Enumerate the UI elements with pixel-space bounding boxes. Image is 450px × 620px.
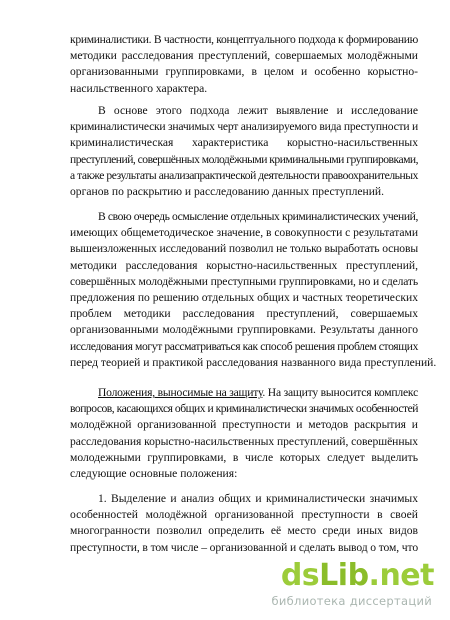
text-line [70,385,418,401]
text-line: В свою очередь осмысление отдельных криминалистических учений, [98,210,418,223]
text-line: организованными группировками, в целом и особенно корыстно- [70,65,418,79]
text-line: совершённых молодёжными преступными группировками, но и сделать [70,274,418,288]
dslib-watermark [234,558,434,614]
text-line: расследования корыстно-насильственных преступлений, совершённых [70,434,418,448]
text-line: исследования могут рассматриваться как способ решения проблем стоящих [70,339,418,353]
text-line: молодёжной организованной преступности и методов раскрытия и [70,418,418,432]
text-line: криминалистики. В частности, концептуального подхода к формированию [70,33,418,46]
text-line: преступлений, совершённых молодёжными криминальными группировками, [70,152,418,166]
dslib-logo: dsLib.net [280,558,434,593]
text-line: особенностей молодёжной организованной преступности в своей [70,508,418,522]
text-line: насильственного характера. [70,81,208,95]
text-line: органов по раскрытию и расследованию данных преступлений. [70,185,385,199]
text-line: 1. Выделение и анализ общих и криминалистически значимых [98,492,418,505]
text-line: а также результаты анализапрактической деятельности правоохранительных [70,168,418,182]
text-fragment: . На защиту выносится комплекс [262,386,419,399]
text-line: методики расследования корыстно-насильственных преступлений, [70,258,418,272]
text-line: методики расследования преступлений, совершаемых молодёжными [70,49,418,63]
text-line: криминалистически значимых черт анализируемого вида преступности и [70,120,418,134]
text-line: преступности, в том числе – организованной и сделать вывод о том, что [70,540,418,554]
text-line: криминалистическая характеристика корыстно-насильственных [70,136,418,150]
text-line: молодежными группировками, в числе которых следует выделить [70,450,418,464]
text-line: В основе этого подхода лежит выявление и исследование [98,104,418,117]
paragraph-2 [70,103,418,200]
text-line: вышеизложенных исследований позволил не только выработать основы [70,242,418,256]
text-line: организованными молодёжными группировками. Результаты данного [70,323,418,337]
paragraph-4 [70,385,418,482]
text-line: многогранности позволил определить её место среди иных видов [70,524,418,538]
text-line: предложения по решению отдельных общих и частных теоретических [70,291,418,305]
watermark-subtitle: библиотека диссертаций [271,594,432,608]
paragraph-3 [70,209,437,371]
text-line: вопросов, касающихся общих и криминалистически значимых особенностей [70,402,418,416]
text-line: проблем методики расследования преступлений, совершаемых [70,307,418,321]
underlined-heading: Положения, выносимые на защиту [98,386,263,399]
text-line: перед теорией и практикой расследования названного вида преступлений. [70,355,437,369]
paragraph-1 [70,32,418,97]
text-line: имеющих общеметодическое значение, в совокупности с результатами [70,226,418,240]
text-line: следующие основные положения: [70,467,238,481]
paragraph-5 [70,491,418,556]
